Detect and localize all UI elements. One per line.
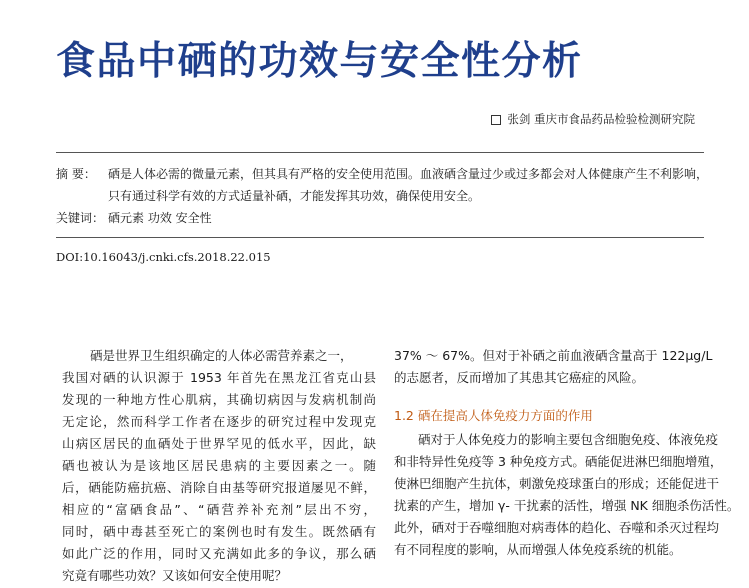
right-line: 的志愿者，反而增加了其患其它癌症的风险。 <box>394 370 645 385</box>
left-line: 如此广泛的作用，同时又充满如此多的争议，那么硒 <box>62 546 376 561</box>
section-heading: 1.2 硒在提高人体免疫力方面的作用 <box>394 408 593 423</box>
left-line: 究竟有哪些功效？又该如何安全使用呢？ <box>62 568 288 583</box>
right-column <box>394 345 740 561</box>
square-bullet-icon <box>491 115 501 125</box>
left-line: 山病区居民的血硒处于世界罕见的低水平，因此，缺 <box>62 436 376 451</box>
right-line: 扰素的产生，增加 γ- 干扰素的活性，增强 NK 细胞杀伤活性。 <box>394 498 740 513</box>
right-line: 此外，硒对于吞噬细胞对病毒体的趋化、吞噬和杀灭过程均 <box>394 520 720 535</box>
left-line: 发现的一种地方性心肌病，其确切病因与发病机制尚 <box>62 392 376 407</box>
right-line: 有不同程度的影响，从而增强人体免疫系统的机能。 <box>394 542 682 557</box>
left-column <box>62 345 376 587</box>
author-line <box>491 111 695 127</box>
abstract-row <box>56 164 709 184</box>
author-text: 张剑 重庆市食品药品检验检测研究院 <box>507 112 695 126</box>
left-line: 硒也被认为是该地区居民患病的主要因素之一。随 <box>62 458 376 473</box>
left-line: 后，硒能防癌抗癌、消除自由基等研究报道屡见不鲜， <box>62 480 376 495</box>
right-line: 和非特异性免疫等 3 种免疫方式。硒能促进淋巴细胞增殖， <box>394 454 723 469</box>
keywords-row <box>56 208 704 228</box>
right-line: 硒对于人体免疫力的影响主要包含细胞免疫、体液免疫 <box>418 432 719 447</box>
left-line: 我国对硒的认识源于 1953 年首先在黑龙江省克山县 <box>62 370 376 385</box>
left-line: 同时，硒中毒甚至死亡的案例也时有发生。既然硒有 <box>62 524 376 539</box>
left-line: 相应的“富硒食品”、“硒营养补充剂”层出不穷， <box>62 502 376 517</box>
abstract-line-2: 只有通过科学有效的方式适量补硒，才能发挥其功效，确保使用安全。 <box>108 189 481 203</box>
top-divider <box>56 152 704 153</box>
left-line: 硒是世界卫生组织确定的人体必需营养素之一， <box>90 348 353 363</box>
keywords-text: 硒元素 功效 安全性 <box>108 211 212 225</box>
doi: DOI:10.16043/j.cnki.cfs.2018.22.015 <box>56 250 271 264</box>
article-title: 食品中硒的功效与安全性分析 <box>56 39 583 84</box>
right-line: 37% ～ 67%。但对于补硒之前血液硒含量高于 122μg/L <box>394 348 713 363</box>
bottom-divider <box>56 237 704 238</box>
left-line: 无定论，然而科学工作者在逐步的研究过程中发现克 <box>62 414 376 429</box>
right-line: 使淋巴细胞产生抗体，刺激免疫球蛋白的形成；还能促进干 <box>394 476 720 491</box>
abstract-label: 摘 要： <box>56 167 96 181</box>
keywords-label: 关键词： <box>56 211 105 225</box>
abstract-line-1: 硒是人体必需的微量元素，但其具有严格的安全使用范围。血液硒含量过少或过多都会对人体健康产生不利影响， <box>108 167 709 181</box>
